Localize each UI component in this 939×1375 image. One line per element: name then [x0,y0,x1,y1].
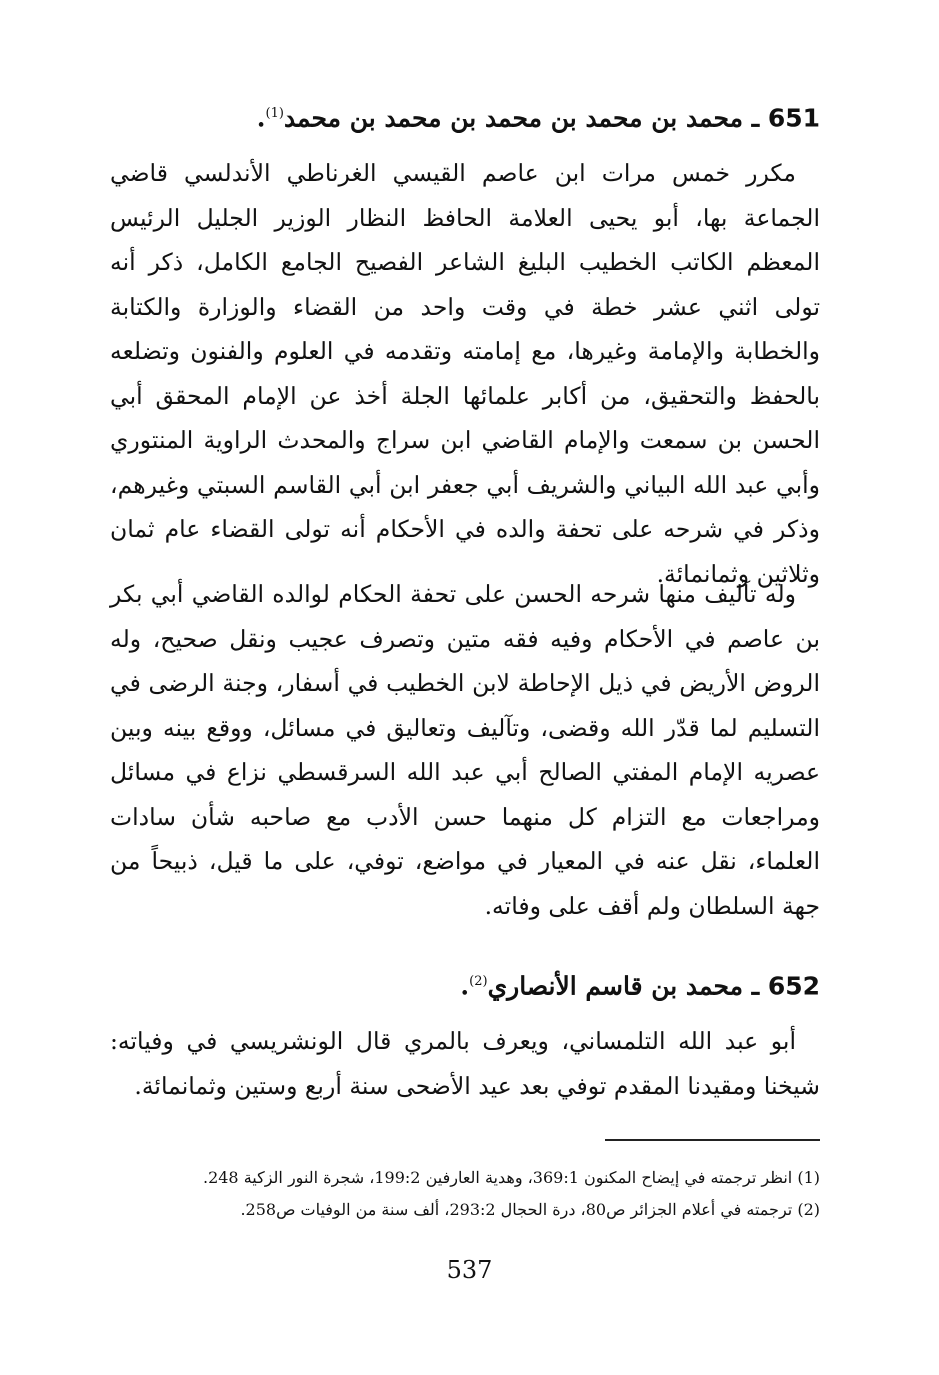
entry-652-heading [110,962,820,1006]
footnote-1: (1) انظر ترجمته في إيضاح المكنون 369:1، وهدية العارفين 199:2، شجرة النور الزكية 248. [202,1168,820,1187]
page-number: 537 [446,1256,493,1284]
entry-651-paragraph-2 [110,572,820,928]
footnotes [110,1162,820,1226]
paragraph-text: أبو عبد الله التلمساني، ويعرف بالمري قال الونشريسي في وفياته: شيخنا ومقيدنا المقدم توفي بعد عيد الأضحى سنة أربع وستين وثمانمائة. [110,1027,820,1100]
entry-652-paragraph-1 [110,1019,820,1108]
footnote-separator [605,1139,820,1141]
paragraph-text: وله تآليف منها شرحه الحسن على تحفة الحكام لوالده القاضي أبي بكر بن عاصم في الأحكام وفيه فقه متين وتصرف عجيب ونقل صحيح، وله الروض الأريض في ذيل الإحاطة لابن الخطيب في أسفار، وجنة الرضى في التسليم لما قدّر الله وقضى، وتآليف وتعاليق في مسائل، ووقع بينه وبين عصريه الإمام المفتي الصالح أبي عبد الله السرقسطي نزاع في مسائل ومراجعات مع التزام كل منهما حسن الأدب مع صاحبه شأن سادات العلماء، نقل عنه في المعيار في مواضع، توفي، على ما قيل، ذبيحاً من جهة السلطان ولم أقف على وفاته. [110,580,820,920]
entry-number: 652 [767,971,820,1001]
entry-651-heading [110,94,820,138]
entry-number: 651 [767,103,820,133]
entry-dash: ـ [751,103,760,133]
footnote-2: (2) ترجمته في أعلام الجزائر ص80، درة الحجال 293:2، ألف سنة من الوفيات ص258. [240,1200,820,1219]
entry-name: محمد بن محمد بن محمد بن محمد بن محمد [283,103,744,133]
paragraph-text: مكرر خمس مرات ابن عاصم القيسي الغرناطي الأندلسي قاضي الجماعة بها، أبو يحيى العلامة الحافظ النظار الوزير الجليل الرئيس المعظم الكاتب الخطيب البليغ الشاعر الفصيح الجامع الكامل، ذكر أنه تولى اثني عشر خطة في وقت واحد من القضاء والوزارة والكتابة والخطابة والإمامة وغيرها، مع إمامته وتقدمه في العلوم والفنون وتضلعه بالحفظ والتحقيق، من أكابر علمائها الجلة أخذ عن الإمام المحقق أبي الحسن بن سمعت والإمام القاضي ابن سراج والمحدث الراوية المنتوري وأبي عبد الله البياني والشريف أبي جعفر ابن أبي القاسم السبتي وغيرهم، وذكر في شرحه على تحفة والده في الأحكام أنه تولى القضاء عام ثمان وثلاثين وثمانمائة. [110,159,820,588]
entry-end: . [256,103,266,133]
footnote-ref: (2) [469,974,488,989]
entry-name: محمد بن قاسم الأنصاري [487,971,744,1001]
entry-end: . [460,971,470,1001]
footnote-ref: (1) [265,106,284,121]
entry-651-paragraph-1 [110,151,820,596]
entry-dash: ـ [751,971,760,1001]
